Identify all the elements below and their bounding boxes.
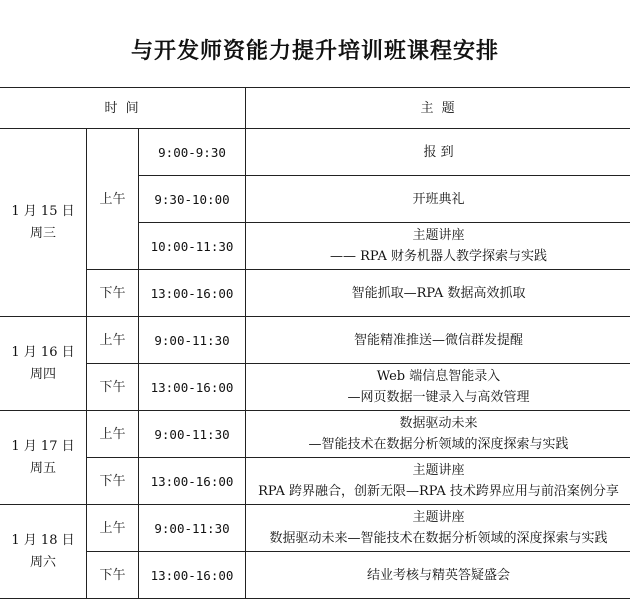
topic-cell — [246, 364, 630, 411]
topic-line: 开班典礼 — [412, 191, 465, 207]
time-cell: 9:00-11:30 — [139, 411, 246, 458]
time-cell: 9:00-9:30 — [139, 129, 246, 176]
topic-line: 智能抓取—RPA 数据高效抓取 — [351, 285, 526, 301]
topic-line: 主题讲座 — [412, 510, 465, 525]
schedule-row — [0, 364, 630, 411]
schedule-row — [0, 129, 630, 176]
schedule-table — [0, 87, 630, 599]
schedule-row — [0, 411, 630, 458]
schedule-body — [0, 129, 630, 599]
schedule-row — [0, 317, 630, 364]
time-header: 时 间 — [0, 88, 246, 129]
date-label: 1 月 17 日 — [11, 438, 75, 454]
topic-line: 主题讲座 — [412, 463, 465, 478]
topic-cell — [246, 176, 630, 223]
topic-line: 主题讲座 — [412, 228, 465, 243]
period-cell: 上午 — [87, 411, 139, 458]
period-cell: 下午 — [87, 364, 139, 411]
page-title: 与开发师资能力提升培训班课程安排 — [130, 39, 499, 64]
topic-cell — [246, 317, 630, 364]
period-cell: 上午 — [87, 129, 139, 270]
topic-line: 报 到 — [423, 144, 454, 160]
topic-cell — [246, 505, 630, 552]
topic-line: Web 端信息智能录入 — [376, 369, 501, 384]
weekday-label: 周五 — [29, 460, 56, 476]
topic-cell — [246, 411, 630, 458]
topic-line: —智能技术在数据分析领域的深度探索与实践 — [308, 437, 569, 452]
date-cell — [0, 411, 87, 505]
topic-cell — [246, 223, 630, 270]
schedule-row — [0, 505, 630, 552]
topic-line: RPA 跨界融合，创新无限—RPA 技术跨界应用与前沿案例分享 — [258, 484, 619, 499]
topic-cell — [246, 270, 630, 317]
weekday-label: 周六 — [29, 554, 56, 570]
period-cell: 上午 — [87, 505, 139, 552]
time-cell: 9:00-11:30 — [139, 505, 246, 552]
topic-line: —网页数据一键录入与高效管理 — [347, 390, 530, 405]
date-label: 1 月 16 日 — [11, 344, 75, 360]
period-cell: 下午 — [87, 270, 139, 317]
time-cell: 9:00-11:30 — [139, 317, 246, 364]
weekday-label: 周三 — [29, 225, 56, 241]
period-cell: 上午 — [87, 317, 139, 364]
time-cell: 13:00-16:00 — [139, 458, 246, 505]
topic-line: —— RPA 财务机器人教学探索与实践 — [330, 249, 548, 264]
time-cell: 10:00-11:30 — [139, 223, 246, 270]
period-cell: 下午 — [87, 552, 139, 599]
date-cell — [0, 317, 87, 411]
date-cell — [0, 129, 87, 317]
schedule-row — [0, 552, 630, 599]
date-label: 1 月 18 日 — [11, 532, 75, 548]
date-label: 1 月 15 日 — [11, 203, 75, 219]
schedule-row — [0, 270, 630, 317]
topic-header: 主 题 — [246, 88, 630, 129]
topic-line: 智能精准推送—微信群发提醒 — [354, 332, 524, 348]
weekday-label: 周四 — [29, 366, 56, 382]
time-cell: 13:00-16:00 — [139, 552, 246, 599]
topic-cell — [246, 552, 630, 599]
schedule-row — [0, 458, 630, 505]
header-row — [0, 88, 630, 129]
time-cell: 13:00-16:00 — [139, 270, 246, 317]
topic-line: 结业考核与精英答疑盛会 — [367, 567, 511, 583]
time-cell: 9:30-10:00 — [139, 176, 246, 223]
period-cell: 下午 — [87, 458, 139, 505]
topic-line: 数据驱动未来—智能技术在数据分析领域的深度探索与实践 — [269, 531, 608, 546]
date-cell — [0, 505, 87, 599]
topic-cell — [246, 129, 630, 176]
topic-line: 数据驱动未来 — [399, 416, 478, 431]
topic-cell — [246, 458, 630, 505]
time-cell: 13:00-16:00 — [139, 364, 246, 411]
